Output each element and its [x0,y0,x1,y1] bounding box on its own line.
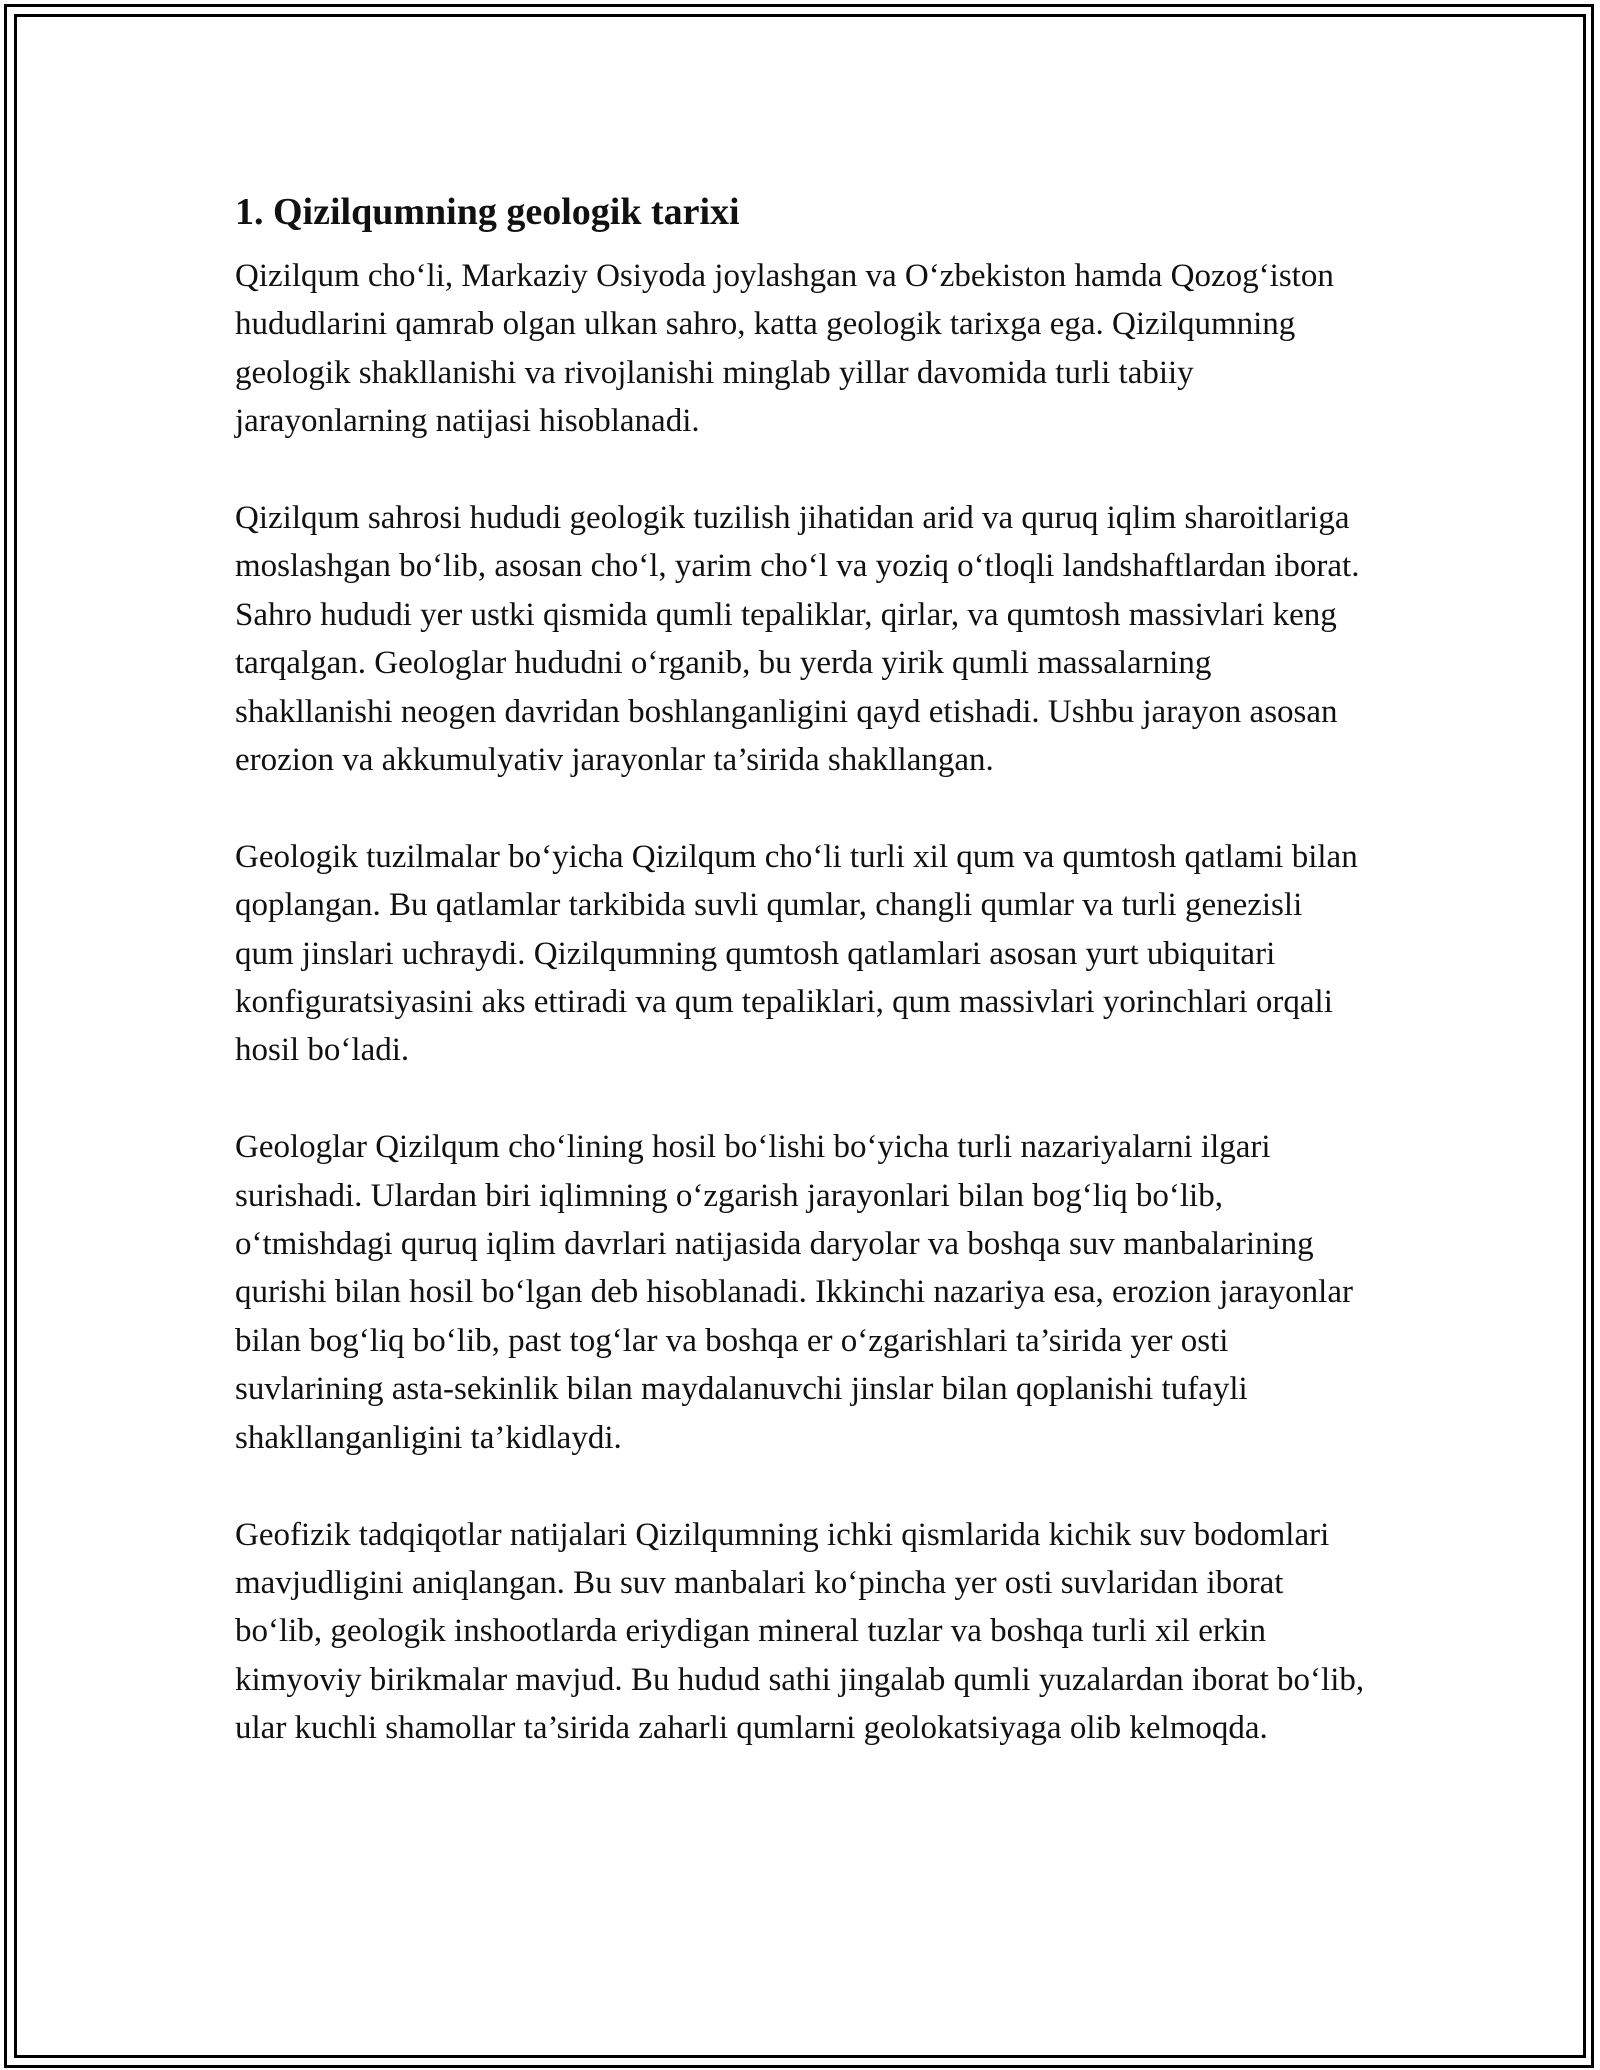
paragraph-5: Geofizik tadqiqotlar natijalari Qizilqumning ichki qismlarida kichik suv bodomlari mavjudligini aniqlangan. Bu suv manbalari ko‘pincha yer osti suvlaridan iborat bo‘lib, geologik inshootlarda eriydigan mineral tuzlar va boshqa turli xil erkin kimyoviy birikmalar mavjud. Bu hudud sathi jingalab qumli yuzalardan iborat bo‘lib, ular kuchli shamollar ta’sirida zaharli qumlarni geolokatsiyaga olib kelmoqda. [235,1516,1365,1747]
paragraph-2: Qizilqum sahrosi hududi geologik tuzilish jihatidan arid va quruq iqlim sharoitlariga moslashgan bo‘lib, asosan cho‘l, yarim cho‘l va yoziq o‘tloqli landshaftlardan iborat. Sahro hududi yer ustki qismida qumli tepaliklar, qirlar, va qumtosh massivlari keng tarqalgan. Geologlar hududni o‘rganib, bu yerda yirik qumli massalarning shakllanishi neogen davridan boshlanganligini qayd etishadi. Ushbu jarayon asosan erozion va akkumulyativ jarayonlar ta’sirida shakllangan. [235,500,1360,779]
document-body [235,186,1365,1753]
section-heading: 1. Qizilqumning geologik tarixi [235,191,740,233]
paragraph-3: Geologik tuzilmalar bo‘yicha Qizilqum cho‘li turli xil qum va qumtosh qatlami bilan qoplangan. Bu qatlamlar tarkibida suvli qumlar, changli qumlar va turli genezisli qum jinslari uchraydi. Qizilqumning qumtosh qatlamlari asosan yurt ubiquitari konfiguratsiyasini aks ettiradi va qum tepaliklari, qum massivlari yorinchlari orqali hosil bo‘ladi. [235,838,1358,1069]
paragraph-1: Qizilqum cho‘li, Markaziy Osiyoda joylashgan va O‘zbekiston hamda Qozog‘iston hududlarini qamrab olgan ulkan sahro, katta geologik tarixga ega. Qizilqumning geologik shakllanishi va rivojlanishi minglab yillar davomida turli tabiiy jarayonlarning natijasi hisoblanadi. [235,258,1334,440]
paragraph-4: Geologlar Qizilqum cho‘lining hosil bo‘lishi bo‘yicha turli nazariyalarni ilgari surishadi. Ulardan biri iqlimning o‘zgarish jarayonlari bilan bog‘liq bo‘lib, o‘tmishdagi quruq iqlim davrlari natijasida daryolar va boshqa suv manbalarining qurishi bilan hosil bo‘lgan deb hisoblanadi. Ikkinchi nazariya esa, erozion jarayonlar bilan bog‘liq bo‘lib, past tog‘lar va boshqa er o‘zgarishlari ta’sirida yer osti suvlarining asta-sekinlik bilan maydalanuvchi jinslar bilan qoplanishi tufayli shakllanganligini ta’kidlaydi. [235,1129,1353,1456]
